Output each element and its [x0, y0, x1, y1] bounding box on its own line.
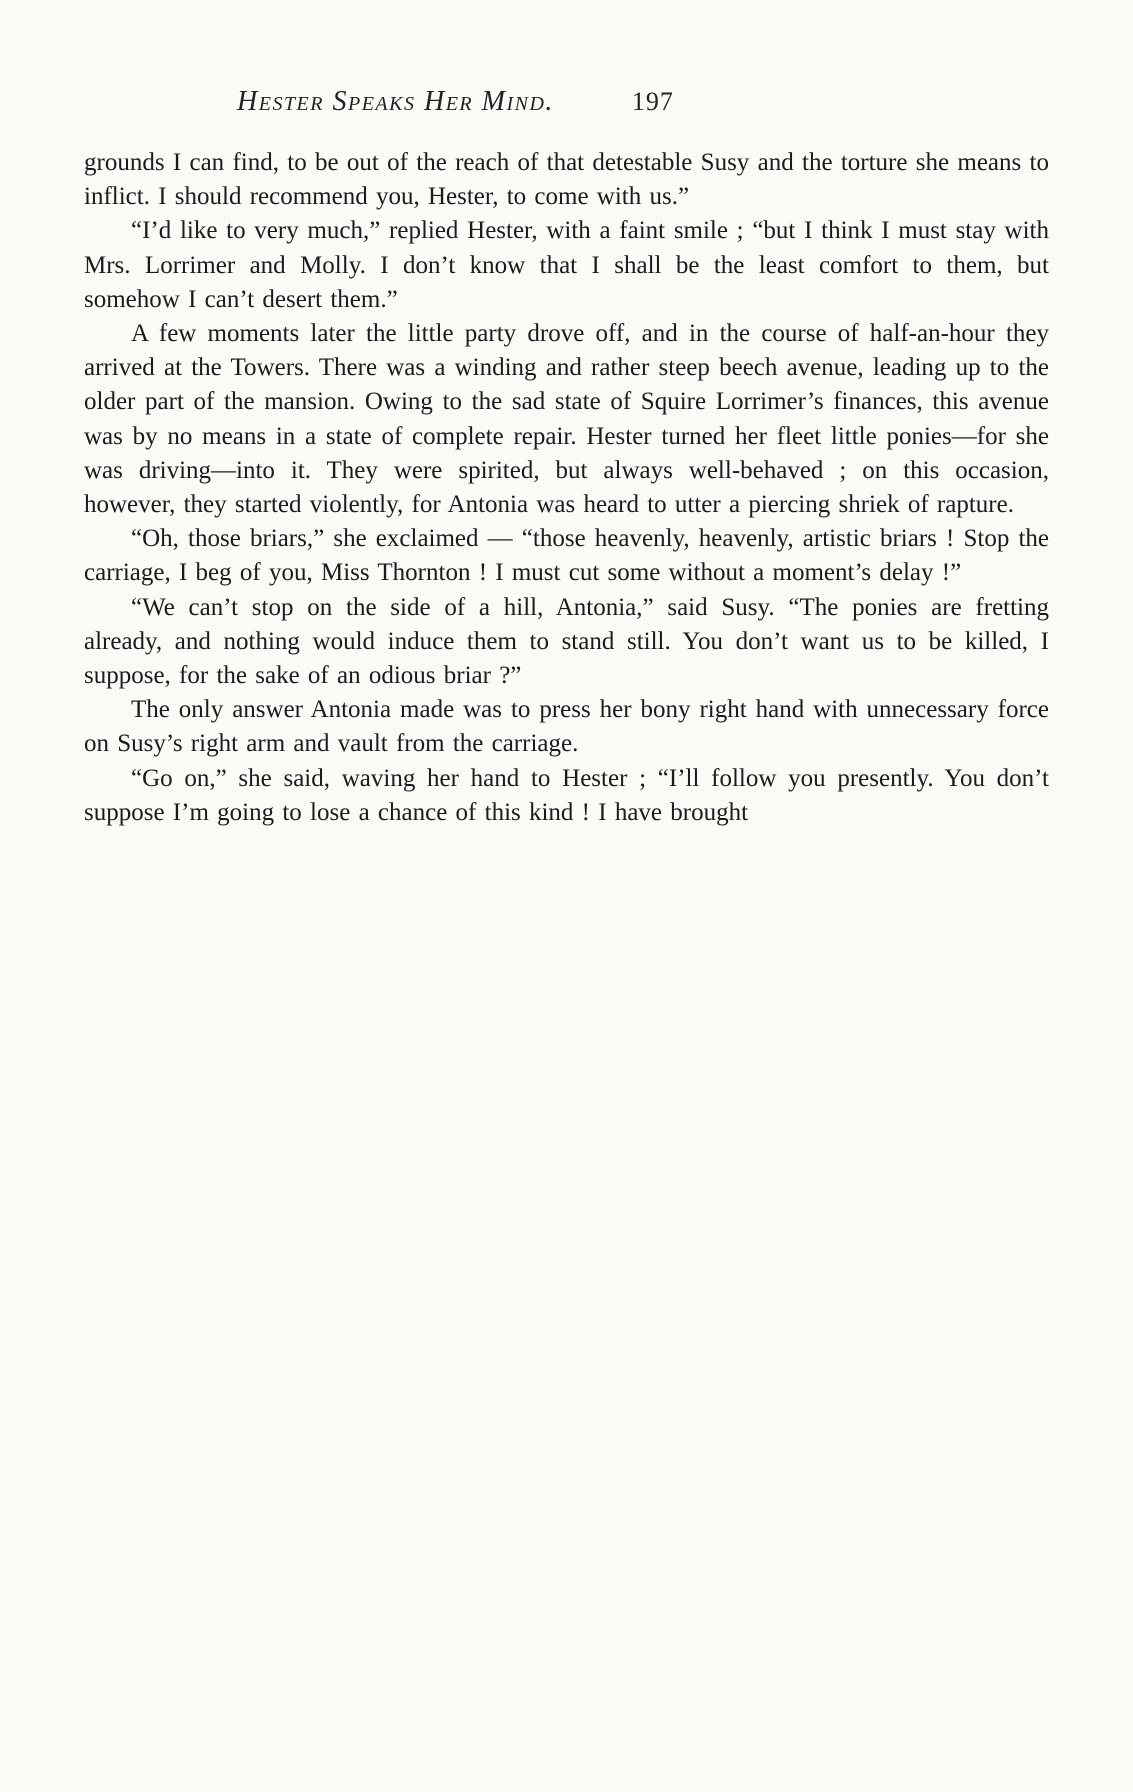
paragraph-5: “We can’t stop on the side of a hill, Antonia,” said Susy. “The ponies are fretting already, and nothing would induce them to stand still. You don’t want us to be killed, I suppose, for the sake of an odious briar ?”: [84, 593, 1049, 690]
running-header-title: Hester Speaks Her Mind.: [237, 86, 554, 117]
paragraph-6: The only answer Antonia made was to press her bony right hand with unnecessary force on Susy’s right arm and vault from the carriage.: [84, 696, 1049, 758]
paragraph-3: A few moments later the little party drove off, and in the course of half-an-hour they arrived at the Towers. There was a winding and rather steep beech avenue, leading up to the older part of the mansion. Owing to the sad state of Squire Lorrimer’s finances, this avenue was by no means in a state of complete repair. Hester turned her fleet little ponies—for she was driving—into it. They were spirited, but always well-behaved ; on this occasion, however, they started violently, for Antonia was heard to utter a piercing shriek of rapture.: [84, 320, 1049, 519]
paragraph-1: grounds I can find, to be out of the reach of that detestable Susy and the torture she means to inflict. I should recommend you, Hester, to come with us.”: [84, 149, 1049, 211]
page-body: [0, 146, 1133, 830]
running-header: [0, 86, 1133, 118]
page-number: 197: [631, 87, 674, 116]
paragraph-2: “I’d like to very much,” replied Hester, with a faint smile ; “but I think I must stay with Mrs. Lorrimer and Molly. I don’t know that I shall be the least comfort to them, but somehow I can’t desert them.”: [84, 217, 1049, 313]
paragraph-4: “Oh, those briars,” she exclaimed — “those heavenly, heavenly, artistic briars ! Stop the carriage, I beg of you, Miss Thornton ! I must cut some without a moment’s delay !”: [84, 525, 1049, 587]
paragraph-7: “Go on,” she said, waving her hand to Hester ; “I’ll follow you presently. You don’t suppose I’m going to lose a chance of this kind ! I have brought: [84, 764, 1049, 826]
